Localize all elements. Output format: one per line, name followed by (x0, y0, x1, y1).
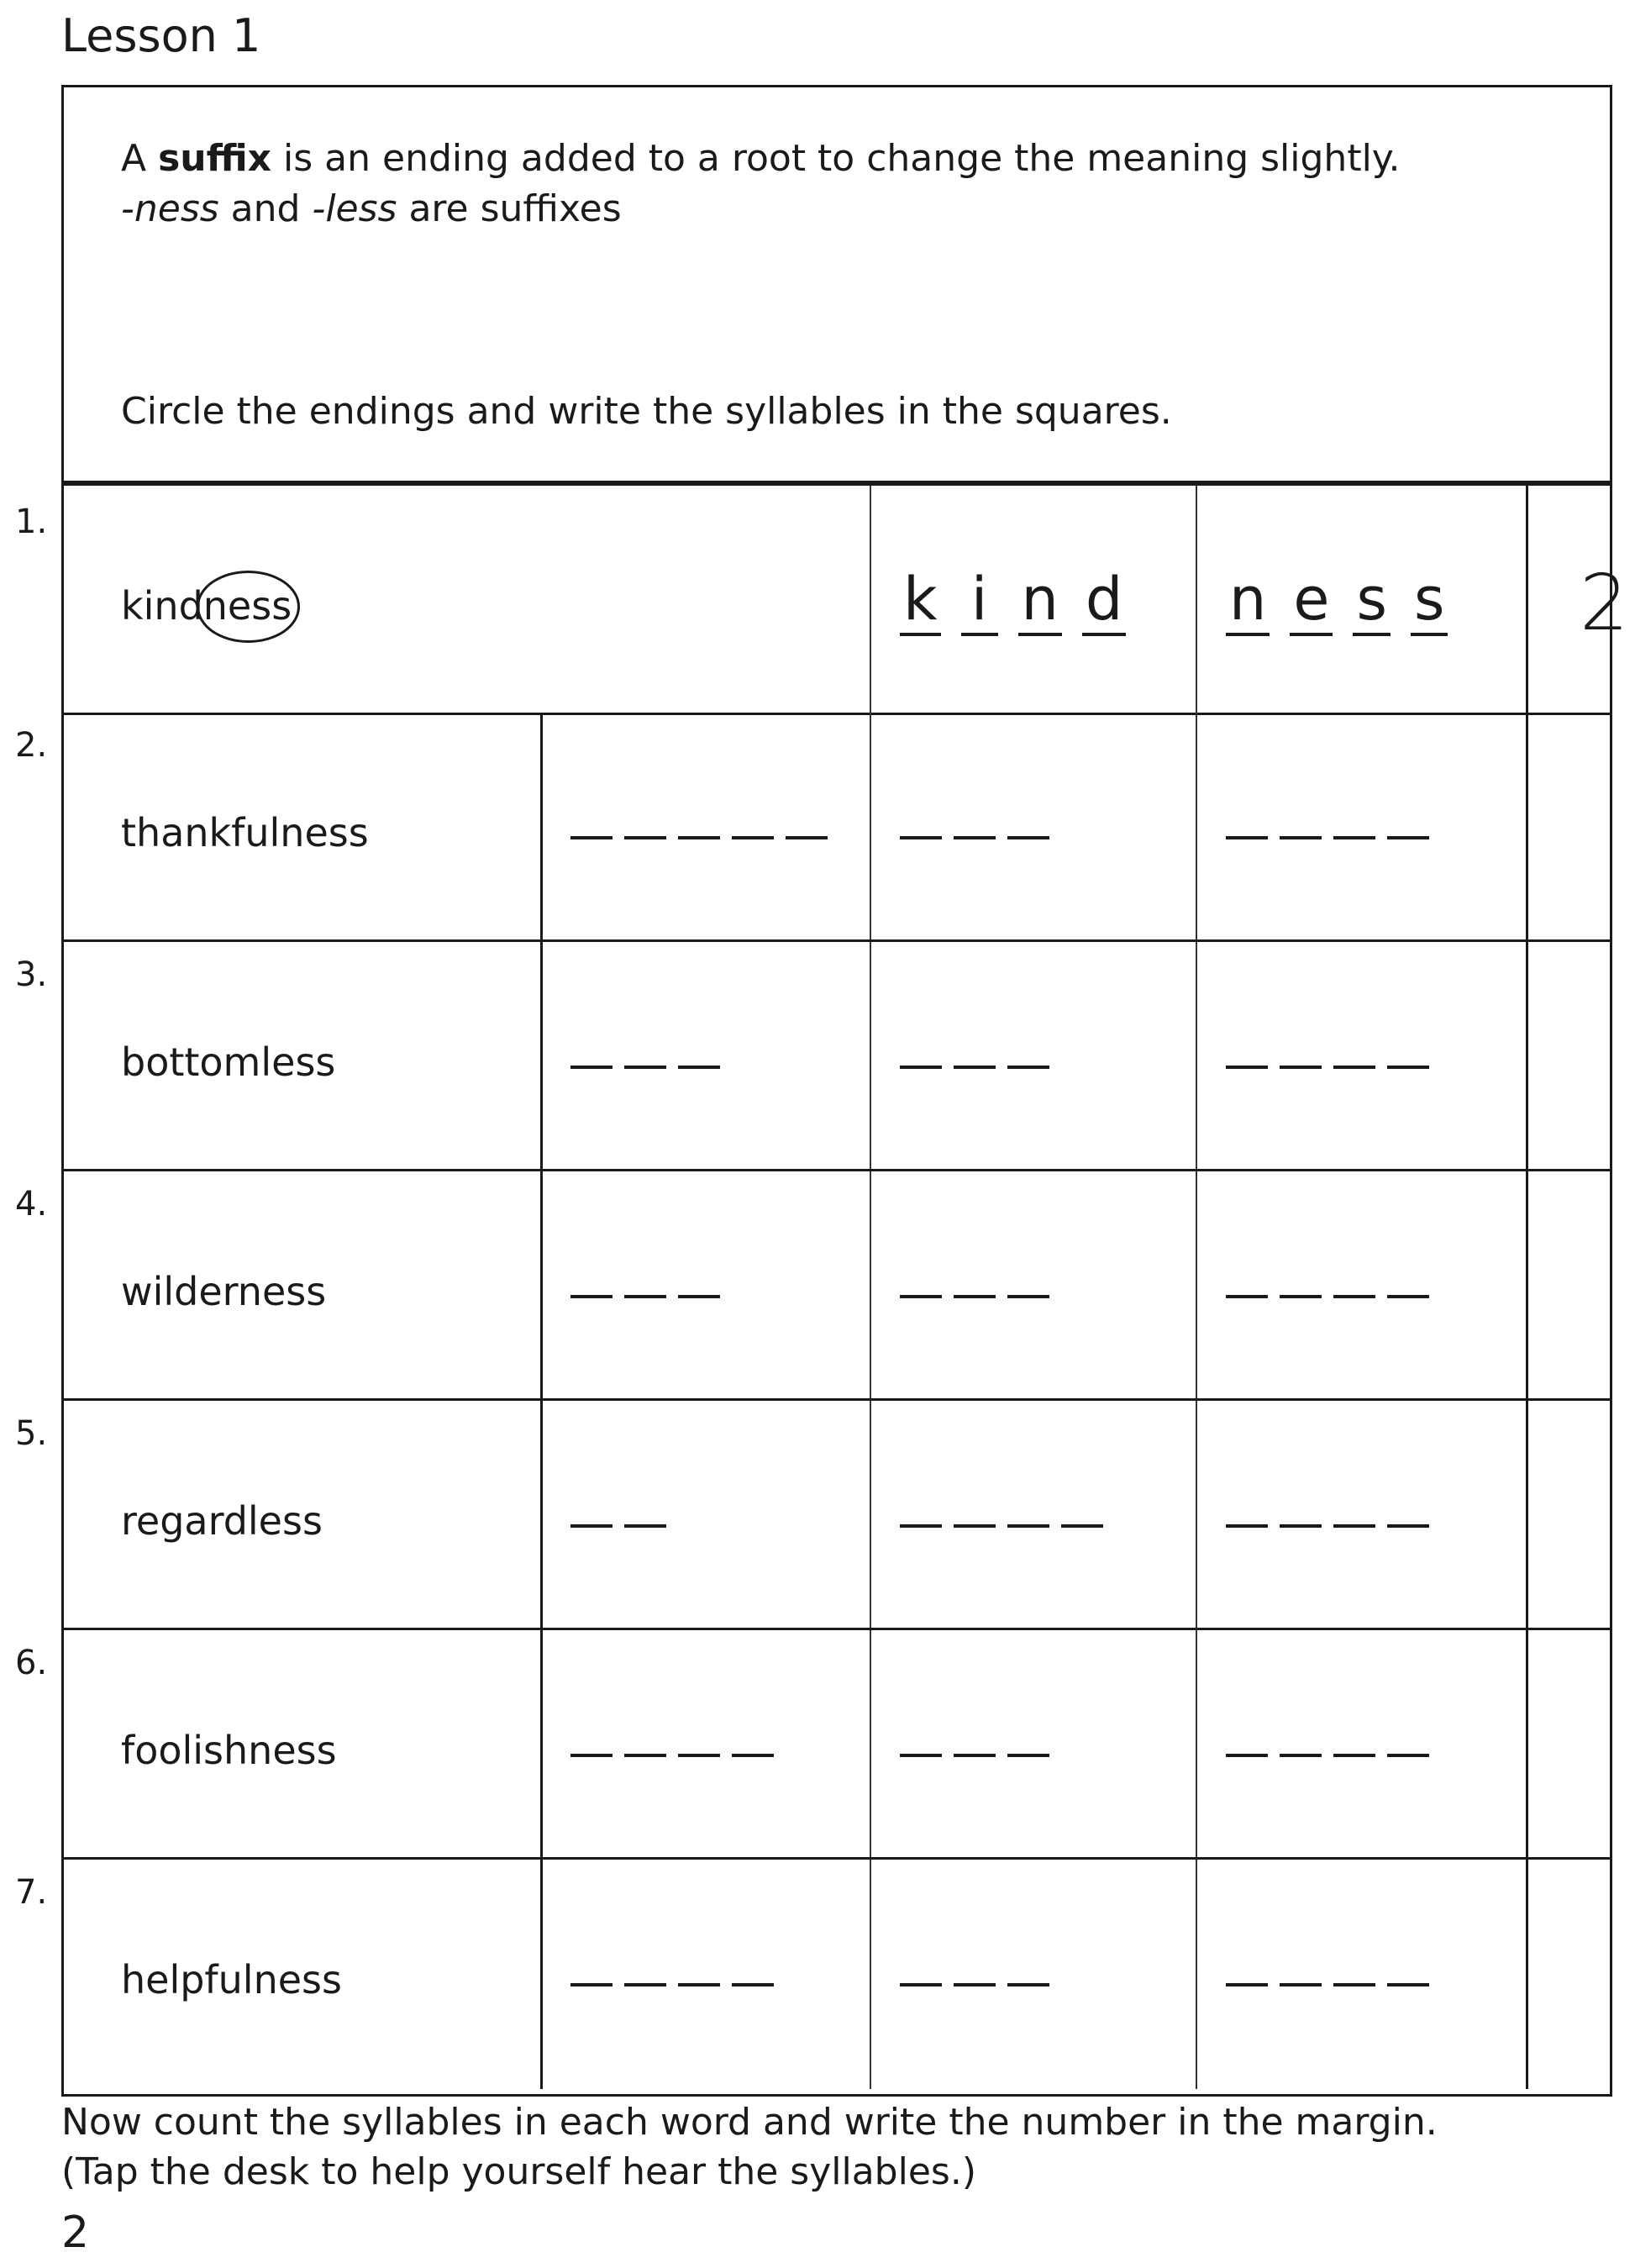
column-divider (1196, 1860, 1197, 2089)
syllable-blanks[interactable] (900, 836, 1049, 839)
column-divider (870, 1630, 871, 1857)
letter-blank[interactable] (954, 1295, 996, 1298)
letter-blank[interactable] (1007, 1295, 1049, 1298)
syllable-count-box[interactable] (1528, 1171, 1610, 1398)
suffix-examples (121, 185, 622, 234)
letter-blank[interactable] (732, 1754, 774, 1757)
letter-blank[interactable] (1280, 1066, 1322, 1069)
table-row (64, 713, 1610, 942)
letter-blank[interactable] (1226, 1754, 1268, 1757)
column-divider (540, 1171, 543, 1398)
practice-word: regardless (121, 1498, 323, 1544)
letter-blank[interactable] (570, 836, 612, 839)
examples-rest: are suffixes (397, 187, 622, 230)
row-number: 4. (15, 1185, 48, 1223)
column-divider (870, 1860, 871, 2089)
syllable-blanks[interactable] (1226, 1524, 1429, 1528)
syllable-blanks[interactable] (900, 1983, 1049, 1986)
letter-blank[interactable] (1387, 1754, 1429, 1757)
syllable-letter: s (1411, 566, 1448, 636)
column-divider (870, 1401, 871, 1628)
letter-blank[interactable] (678, 1295, 720, 1298)
practice-word: wilderness (121, 1269, 327, 1314)
letter-blank[interactable] (900, 1066, 942, 1069)
letter-blank[interactable] (1226, 1066, 1268, 1069)
column-divider (870, 486, 871, 713)
column-divider (540, 713, 543, 939)
letter-blank[interactable] (1007, 1983, 1049, 1986)
example-syllable-count: 2 (1580, 558, 1629, 648)
example-syllable-2 (1226, 566, 1448, 636)
letter-blank[interactable] (1387, 836, 1429, 839)
letter-blank[interactable] (678, 836, 720, 839)
suffix-less: -less (312, 187, 397, 230)
letter-blank[interactable] (570, 1295, 612, 1298)
page-number: 2 (61, 2207, 90, 2258)
syllable-count-box[interactable] (1528, 1401, 1610, 1628)
column-divider (870, 942, 871, 1169)
margin-divider (1526, 486, 1528, 713)
letter-blank[interactable] (1280, 1295, 1322, 1298)
syllable-blanks[interactable] (1226, 1066, 1429, 1069)
circled-suffix: ness (203, 581, 292, 631)
letter-blank[interactable] (624, 1295, 666, 1298)
letter-blank[interactable] (900, 836, 942, 839)
letter-blank[interactable] (1280, 1524, 1322, 1528)
instruction-text: Circle the endings and write the syllables in the squares. (121, 390, 1172, 433)
letter-blank[interactable] (624, 1983, 666, 1986)
syllable-letter: e (1290, 566, 1333, 636)
footer-hint: (Tap the desk to help yourself hear the syllables.) (61, 2150, 976, 2193)
practice-word: foolishness (121, 1728, 337, 1773)
syllable-blanks[interactable] (900, 1066, 1049, 1069)
letter-blank[interactable] (1226, 836, 1268, 839)
syllable-letter: i (961, 566, 998, 636)
intro-box (61, 85, 1612, 481)
letter-blank[interactable] (1280, 1754, 1322, 1757)
letter-blank[interactable] (678, 1066, 720, 1069)
column-divider (1196, 713, 1197, 939)
letter-blank[interactable] (570, 1066, 612, 1069)
letter-blank[interactable] (954, 1066, 996, 1069)
letter-blank[interactable] (1280, 1983, 1322, 1986)
letter-blank[interactable] (732, 836, 774, 839)
table-row (64, 1171, 1610, 1401)
letter-blank[interactable] (900, 1524, 942, 1528)
letter-blank[interactable] (570, 1983, 612, 1986)
letter-blank[interactable] (1333, 1066, 1375, 1069)
column-divider (540, 942, 543, 1169)
column-divider (540, 1860, 543, 2089)
letter-blank[interactable] (624, 836, 666, 839)
table-row (64, 1860, 1610, 2089)
syllable-blanks[interactable] (570, 1524, 666, 1528)
letter-blank[interactable] (624, 1754, 666, 1757)
syllable-blanks[interactable] (1226, 1983, 1429, 1986)
row-number: 6. (15, 1644, 48, 1682)
letter-blank[interactable] (954, 1754, 996, 1757)
letter-blank[interactable] (1280, 836, 1322, 839)
syllable-blanks[interactable] (570, 836, 828, 839)
column-divider (870, 1171, 871, 1398)
column-divider (870, 713, 871, 939)
letter-blank[interactable] (1387, 1983, 1429, 1986)
syllable-blanks[interactable] (1226, 1754, 1429, 1757)
letter-blank[interactable] (1061, 1524, 1103, 1528)
column-divider (1196, 486, 1197, 713)
definition-term: suffix (158, 137, 272, 180)
syllable-blanks[interactable] (900, 1524, 1103, 1528)
example-word (121, 581, 292, 631)
syllable-blanks[interactable] (900, 1295, 1049, 1298)
letter-blank[interactable] (1387, 1066, 1429, 1069)
letter-blank[interactable] (954, 1524, 996, 1528)
column-divider (1196, 1630, 1197, 1857)
row-number: 7. (15, 1873, 48, 1912)
column-divider (1196, 1171, 1197, 1398)
letter-blank[interactable] (900, 1983, 942, 1986)
syllable-count-box[interactable] (1528, 1630, 1610, 1857)
syllable-count-box[interactable] (1528, 1860, 1610, 2089)
example-syllable-1 (900, 566, 1126, 636)
letter-blank[interactable] (1226, 1295, 1268, 1298)
practice-word: thankfulness (121, 810, 369, 855)
column-divider (1196, 942, 1197, 1169)
syllable-blanks[interactable] (1226, 836, 1429, 839)
letter-blank[interactable] (954, 1983, 996, 1986)
letter-blank[interactable] (1387, 1524, 1429, 1528)
letter-blank[interactable] (678, 1983, 720, 1986)
letter-blank[interactable] (624, 1066, 666, 1069)
syllable-blanks[interactable] (570, 1983, 774, 1986)
letter-blank[interactable] (732, 1983, 774, 1986)
letter-blank[interactable] (1333, 1754, 1375, 1757)
letter-blank[interactable] (624, 1524, 666, 1528)
suffix-definition (121, 134, 1401, 183)
letter-blank[interactable] (1226, 1983, 1268, 1986)
row-number: 3. (15, 955, 48, 994)
syllable-letter: n (1226, 566, 1270, 636)
column-divider (1196, 1401, 1197, 1628)
definition-prefix: A (121, 137, 159, 180)
examples-and: and (218, 187, 313, 230)
syllable-table (61, 481, 1629, 2097)
lesson-title: Lesson 1 (61, 9, 261, 62)
syllable-letter: n (1018, 566, 1062, 636)
syllable-letter: s (1353, 566, 1390, 636)
footer-instruction: Now count the syllables in each word and write the number in the margin. (61, 2101, 1438, 2144)
row-number: 1. (15, 503, 48, 541)
letter-blank[interactable] (1333, 1524, 1375, 1528)
letter-blank[interactable] (1007, 1524, 1049, 1528)
example-row (64, 486, 1629, 715)
syllable-letter: d (1082, 566, 1126, 636)
practice-word: bottomless (121, 1039, 336, 1085)
table-row (64, 942, 1610, 1171)
syllable-blanks[interactable] (900, 1754, 1049, 1757)
letter-blank[interactable] (678, 1754, 720, 1757)
suffix-ness: -ness (121, 187, 219, 230)
syllable-letter: k (900, 566, 941, 636)
syllable-blanks[interactable] (570, 1754, 774, 1757)
letter-blank[interactable] (900, 1754, 942, 1757)
letter-blank[interactable] (1387, 1295, 1429, 1298)
letter-blank[interactable] (1333, 1295, 1375, 1298)
practice-word: helpfulness (121, 1957, 342, 2002)
syllable-blanks[interactable] (570, 1295, 720, 1298)
letter-blank[interactable] (1007, 1754, 1049, 1757)
syllable-count-box[interactable] (1528, 942, 1610, 1169)
definition-rest: is an ending added to a root to change the meaning slightly. (271, 137, 1401, 180)
letter-blank[interactable] (954, 836, 996, 839)
syllable-blanks[interactable] (1226, 1295, 1429, 1298)
column-divider (540, 1401, 543, 1628)
syllable-blanks[interactable] (570, 1066, 720, 1069)
example-word-root: kind (121, 583, 203, 629)
letter-blank[interactable] (1007, 1066, 1049, 1069)
letter-blank[interactable] (570, 1754, 612, 1757)
table-row (64, 1401, 1610, 1630)
letter-blank[interactable] (1007, 836, 1049, 839)
row-number: 5. (15, 1414, 48, 1453)
letter-blank[interactable] (786, 836, 828, 839)
letter-blank[interactable] (570, 1524, 612, 1528)
table-row (64, 1630, 1610, 1860)
column-divider (540, 1630, 543, 1857)
letter-blank[interactable] (1226, 1524, 1268, 1528)
syllable-count-box[interactable] (1528, 713, 1610, 939)
letter-blank[interactable] (900, 1295, 942, 1298)
row-number: 2. (15, 726, 48, 765)
letter-blank[interactable] (1333, 1983, 1375, 1986)
letter-blank[interactable] (1333, 836, 1375, 839)
